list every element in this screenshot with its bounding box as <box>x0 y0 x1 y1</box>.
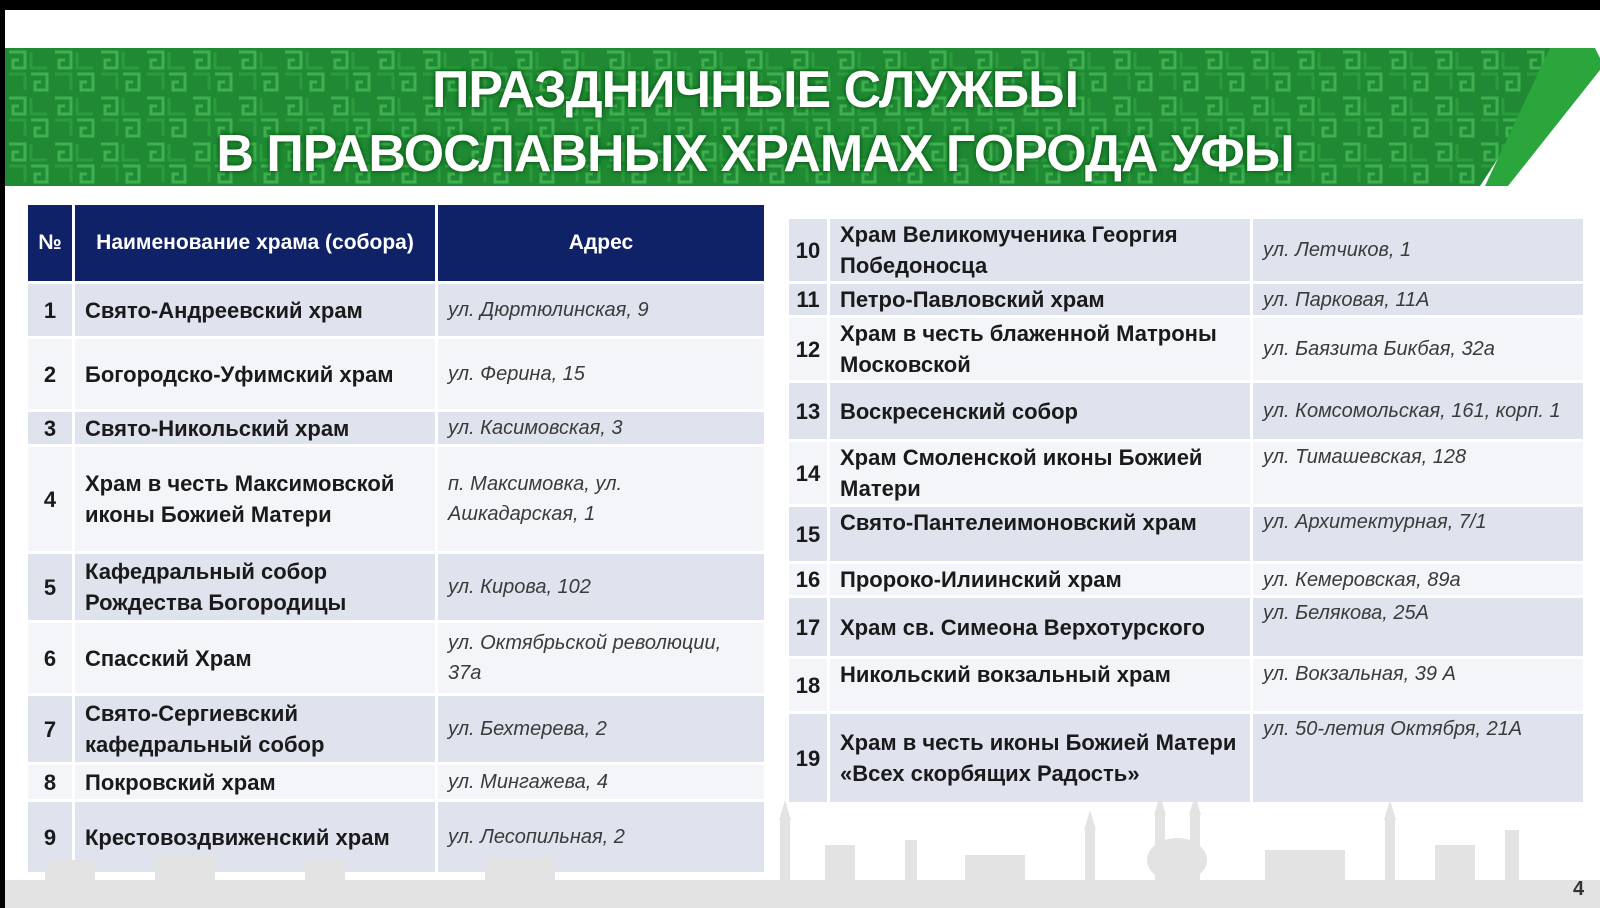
row-number: 9 <box>28 802 72 872</box>
church-name: Свято-Никольский храм <box>75 412 435 444</box>
church-name: Храм в честь иконы Божией Матери «Всех скорбящих Радость» <box>830 714 1250 802</box>
church-name: Свято-Андреевский храм <box>75 284 435 336</box>
table-row <box>28 696 764 762</box>
table-row <box>789 659 1583 711</box>
church-name: Спасский Храм <box>75 623 435 693</box>
church-address: ул. Бехтерева, 2 <box>438 696 764 762</box>
row-number: 13 <box>789 383 827 439</box>
church-address: ул. Комсомольская, 161, корп. 1 <box>1253 383 1583 439</box>
row-number: 19 <box>789 714 827 802</box>
row-number: 8 <box>28 765 72 799</box>
church-name: Никольский вокзальный храм <box>830 659 1250 711</box>
church-address: ул. Архитектурная, 7/1 <box>1253 507 1583 561</box>
church-address: ул. Октябрьской революции, 37а <box>438 623 764 693</box>
church-name: Храм Великомученика Георгия Победоносца <box>830 219 1250 281</box>
table-row <box>789 383 1583 439</box>
church-address: ул. Ферина, 15 <box>438 339 764 409</box>
church-address: ул. Кемеровская, 89а <box>1253 564 1583 595</box>
church-address: ул. Парковая, 11А <box>1253 284 1583 315</box>
church-address: ул. Тимашевская, 128 <box>1253 442 1583 504</box>
church-address: ул. Белякова, 25А <box>1253 598 1583 656</box>
table-row <box>789 564 1583 595</box>
row-number: 6 <box>28 623 72 693</box>
row-number: 18 <box>789 659 827 711</box>
church-name: Крестовоздвиженский храм <box>75 802 435 872</box>
table-row <box>789 318 1583 380</box>
church-name: Покровский храм <box>75 765 435 799</box>
slide <box>5 10 1600 908</box>
header-number: № <box>28 205 72 281</box>
church-name: Свято-Сергиевский кафедральный собор <box>75 696 435 762</box>
church-name: Храм Смоленской иконы Божией Матери <box>830 442 1250 504</box>
title-line-1: ПРАЗДНИЧНЫЕ СЛУЖБЫ <box>431 61 1079 119</box>
church-address: п. Максимовка, ул. Ашкадарская, 1 <box>438 447 764 551</box>
church-name: Петро-Павловский храм <box>830 284 1250 315</box>
church-address: ул. Лесопильная, 2 <box>438 802 764 872</box>
church-name: Свято-Пантелеимоновский храм <box>830 507 1250 561</box>
churches-table-left <box>25 202 767 875</box>
header-name: Наименование храма (собора) <box>75 205 435 281</box>
church-name: Храм св. Симеона Верхотурского <box>830 598 1250 656</box>
row-number: 5 <box>28 554 72 620</box>
table-row <box>28 412 764 444</box>
church-address: ул. Летчиков, 1 <box>1253 219 1583 281</box>
church-address: ул. Мингажева, 4 <box>438 765 764 799</box>
table-row <box>789 598 1583 656</box>
table-row <box>789 219 1583 281</box>
church-name: Пророко-Илиинский храм <box>830 564 1250 595</box>
row-number: 12 <box>789 318 827 380</box>
row-number: 16 <box>789 564 827 595</box>
row-number: 3 <box>28 412 72 444</box>
header-address: Адрес <box>438 205 764 281</box>
table-row <box>28 284 764 336</box>
row-number: 7 <box>28 696 72 762</box>
church-name: Храм в честь блаженной Матроны Московской <box>830 318 1250 380</box>
page-number: 4 <box>1573 878 1585 900</box>
church-address: ул. Баязита Бикбая, 32а <box>1253 318 1583 380</box>
church-name: Воскресенский собор <box>830 383 1250 439</box>
table-row <box>28 447 764 551</box>
table-row <box>789 714 1583 802</box>
church-address: ул. Вокзальная, 39 А <box>1253 659 1583 711</box>
table-row <box>789 442 1583 504</box>
table-row <box>28 623 764 693</box>
page-title <box>5 58 1505 186</box>
row-number: 10 <box>789 219 827 281</box>
row-number: 15 <box>789 507 827 561</box>
city-skyline-decoration <box>5 800 1600 908</box>
title-line-2: В ПРАВОСЛАВНЫХ ХРАМАХ ГОРОДА УФЫ <box>216 125 1294 183</box>
row-number: 11 <box>789 284 827 315</box>
churches-table-right <box>786 216 1586 805</box>
church-name: Храм в честь Максимовской иконы Божией Матери <box>75 447 435 551</box>
row-number: 4 <box>28 447 72 551</box>
church-address: ул. Дюртюлинская, 9 <box>438 284 764 336</box>
table-row <box>28 765 764 799</box>
row-number: 14 <box>789 442 827 504</box>
church-address: ул. Кирова, 102 <box>438 554 764 620</box>
table-row <box>28 554 764 620</box>
table-row <box>28 339 764 409</box>
church-address: ул. Касимовская, 3 <box>438 412 764 444</box>
church-name: Кафедральный собор Рождества Богородицы <box>75 554 435 620</box>
row-number: 17 <box>789 598 827 656</box>
row-number: 2 <box>28 339 72 409</box>
table-row <box>789 507 1583 561</box>
table-row <box>789 284 1583 315</box>
church-address: ул. 50-летия Октября, 21А <box>1253 714 1583 802</box>
church-name: Богородско-Уфимский храм <box>75 339 435 409</box>
row-number: 1 <box>28 284 72 336</box>
table-header-row <box>28 205 764 281</box>
